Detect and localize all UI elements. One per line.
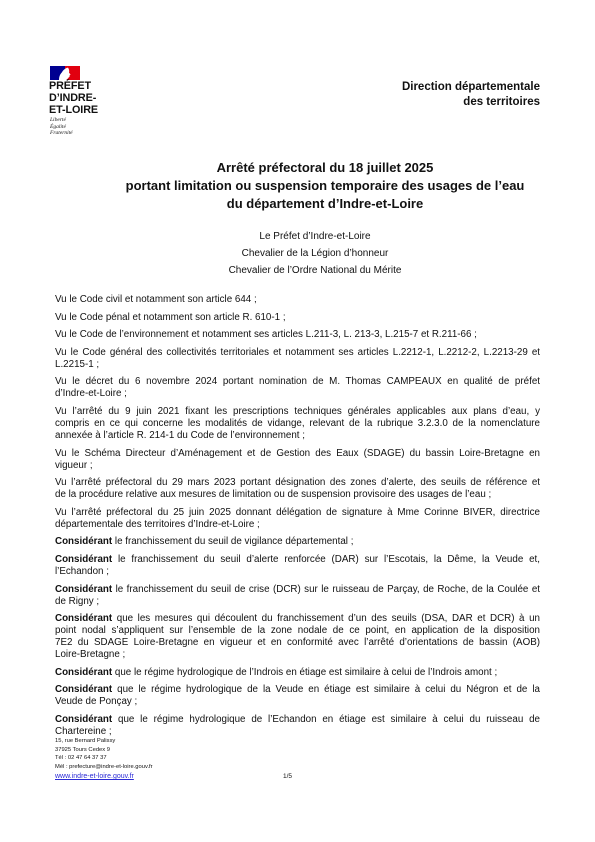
paragraph-line	[55, 388, 540, 400]
paragraph-line	[55, 448, 540, 460]
decree-title-line: portant limitation ou suspension temporaire des usages de l’eau	[125, 178, 525, 193]
prefect-title-line: Le Préfet d’Indre-et-Loire	[259, 230, 371, 242]
paragraph-line-text: départementale des territoires d’Indre-et-Loire ;	[55, 518, 260, 530]
visa-paragraph	[55, 294, 540, 306]
prefect-title-line: Chevalier de l’Ordre National du Mérite	[228, 264, 402, 276]
paragraph-line	[55, 637, 540, 649]
paragraph-line	[55, 460, 540, 472]
paragraph-line	[55, 418, 540, 430]
considerant-keyword: Considérant	[55, 713, 113, 725]
page-number: 1/5	[283, 773, 293, 780]
paragraph-line-text: Vu l’arrêté préfectoral du 25 juin 2025 donnant délégation de signature à Mme Corinne BIVER, directrice	[55, 506, 540, 518]
motto-line: Liberté	[50, 117, 66, 123]
visa-paragraph	[55, 406, 540, 442]
paragraph-line-text: compris en ce qui concerne les modalités de vidange, relevant de la rubrique 3.2.3.0 de la nomenclature	[55, 417, 540, 429]
paragraph-line-text: Vu le décret du 6 novembre 2024 portant nomination de M. Thomas CAMPEAUX en qualité de préfet	[55, 376, 540, 388]
paragraph-line-text: l’Echandon ;	[55, 565, 109, 577]
prefecture-name-line: ET-LOIRE	[49, 104, 98, 116]
considerant-paragraph	[55, 684, 540, 708]
prefect-title-line: Chevalier de la Légion d’honneur	[241, 247, 389, 259]
considerant-paragraph	[55, 667, 540, 679]
paragraph-line-text: Vu le Code pénal et notamment son article R. 610-1 ;	[55, 311, 286, 323]
paragraph-line	[55, 613, 540, 625]
considerant-paragraph	[55, 613, 540, 661]
paragraph-line	[55, 347, 540, 359]
paragraph-line	[55, 536, 540, 548]
paragraph-line-text: de Rigny ;	[55, 595, 100, 607]
footer-address	[55, 737, 153, 772]
paragraph-line-text: que les mesures qui découlent du franchissement d’un des seuils (DSA, DAR et DCR) à un	[116, 613, 540, 625]
paragraph-line-text: Vu le Code de l’environnement et notamment ses articles L.211-3, L. 213-3, L.215-7 et R.211-66 ;	[55, 329, 477, 341]
paragraph-line-text: Veude de Ponçay ;	[55, 696, 138, 708]
paragraph-line-text: Vu l’arrêté du 9 juin 2021 fixant les prescriptions techniques générales applicables aux plans d’eau, y	[55, 405, 540, 417]
paragraph-line	[55, 294, 540, 306]
paragraph-line	[55, 714, 540, 726]
paragraph-line-text: Loire-Bretagne ;	[55, 649, 126, 661]
paragraph-line-text: Vu le Code général des collectivités territoriales et notamment ses articles L.2212-1, L.2212-2, L.2213-29 et	[55, 346, 540, 358]
paragraph-line	[55, 430, 540, 442]
paragraph-line	[55, 584, 540, 596]
decree-title	[55, 159, 595, 213]
paragraph-line	[55, 667, 540, 679]
marianne-emblem-icon	[50, 66, 80, 80]
paragraph-line-text: que le régime hydrologique de l’Echandon en étiage est similaire à celui du ruisseau de	[118, 713, 540, 725]
paragraph-line-text: le franchissement du seuil de crise (DCR) sur le ruisseau de Parçay, de Roche, de la Coulée et	[115, 583, 540, 595]
paragraph-line-text: que le régime hydrologique de la Veude en étiage est similaire à celui du Négron et de la	[117, 684, 540, 696]
paragraph-line-text: d’Indre-et-Loire ;	[55, 388, 127, 400]
paragraph-line	[55, 696, 540, 708]
motto-line: Égalité	[50, 123, 66, 130]
visa-paragraph	[55, 347, 540, 371]
prefect-titles	[55, 228, 575, 279]
paragraph-line	[55, 477, 540, 489]
paragraph-line	[55, 596, 540, 608]
paragraph-line	[55, 649, 540, 661]
paragraph-line	[55, 566, 540, 578]
address-line: 37925 Tours Cedex 9	[55, 746, 111, 753]
decree-title-line: Arrêté préfectoral du 18 juillet 2025	[216, 160, 434, 175]
paragraph-line-text: L.2215-1 ;	[55, 358, 100, 370]
paragraph-line-text: point nodal s’appliquent sur l’ensemble de la zone nodale de ce point, en application de la disposition	[55, 625, 540, 637]
visa-paragraph	[55, 477, 540, 501]
visa-paragraph	[55, 507, 540, 531]
prefecture-name-line: PRÉFET	[49, 80, 91, 92]
paragraph-line	[55, 519, 540, 531]
visa-paragraph	[55, 329, 540, 341]
paragraph-line	[55, 406, 540, 418]
paragraph-line-text: Vu le Schéma Directeur d’Aménagement et de Gestion des Eaux (SDAGE) du bassin Loire-Bretagne en	[55, 447, 540, 459]
paragraph-line-text: vigueur ;	[55, 459, 93, 471]
paragraph-line	[55, 359, 540, 371]
paragraph-line	[55, 507, 540, 519]
decree-body	[55, 294, 540, 744]
republic-motto	[50, 117, 73, 137]
motto-line: Fraternité	[50, 130, 73, 136]
paragraph-line-text: le franchissement du seuil de vigilance départemental ;	[114, 536, 354, 548]
prefecture-name	[49, 80, 98, 116]
considerant-keyword: Considérant	[55, 536, 113, 548]
paragraph-line-text: Chartereine ;	[55, 725, 112, 737]
issuing-service-line: des territoires	[463, 95, 540, 108]
visa-paragraph	[55, 312, 540, 324]
issuing-service	[402, 80, 540, 110]
phone-line: Tél : 02 47 64 37 37	[55, 755, 107, 762]
paragraph-line-text: de la procédure relative aux mesures de limitation ou de suspension provisoire des usages de l’eau ;	[55, 489, 492, 501]
paragraph-line	[55, 554, 540, 566]
considerant-paragraph	[55, 714, 540, 738]
paragraph-line	[55, 489, 540, 501]
paragraph-line	[55, 625, 540, 637]
paragraph-line-text: Vu le Code civil et notamment son article 644 ;	[55, 294, 257, 305]
considerant-keyword: Considérant	[55, 553, 113, 565]
considerant-paragraph	[55, 554, 540, 578]
email-line: Mél : prefecture@indre-et-loire.gouv.fr	[55, 764, 153, 771]
considerant-paragraph	[55, 536, 540, 548]
considerant-keyword: Considérant	[55, 666, 113, 678]
paragraph-line-text: annexée à l’article R. 214-1 du Code de l’environnement ;	[55, 429, 305, 441]
considerant-keyword: Considérant	[55, 583, 113, 595]
paragraph-line-text: le franchissement du seuil d’alerte renforcée (DAR) sur l’Escotais, la Dême, la Veude et,	[117, 553, 540, 565]
paragraph-line	[55, 329, 540, 341]
paragraph-line-text: 7E2 du SDAGE Loire-Bretagne en vigueur et en conformité avec l’arrêté d’orientations de bassin (AOB)	[55, 637, 540, 649]
considerant-keyword: Considérant	[55, 684, 113, 696]
paragraph-line	[55, 684, 540, 696]
considerant-keyword: Considérant	[55, 613, 113, 625]
paragraph-line-text: que le régime hydrologique de l’Indrois en étiage est similaire à celui de l’Indrois amont ;	[114, 666, 498, 678]
website-link[interactable]: www.indre-et-loire.gouv.fr	[55, 773, 134, 780]
considerant-paragraph	[55, 584, 540, 608]
paragraph-line	[55, 376, 540, 388]
visa-paragraph	[55, 448, 540, 472]
visa-paragraph	[55, 376, 540, 400]
paragraph-line-text: Vu l’arrêté préfectoral du 29 mars 2023 portant désignation des zones d’alerte, des seuils de référence et	[55, 477, 540, 489]
address-line: 15, rue Bernard Palissy	[55, 738, 116, 744]
prefecture-name-line: D’INDRE-	[49, 92, 97, 104]
decree-title-line: du département d’Indre-et-Loire	[226, 196, 424, 211]
paragraph-line	[55, 312, 540, 324]
issuing-service-line: Direction départementale	[401, 80, 540, 93]
